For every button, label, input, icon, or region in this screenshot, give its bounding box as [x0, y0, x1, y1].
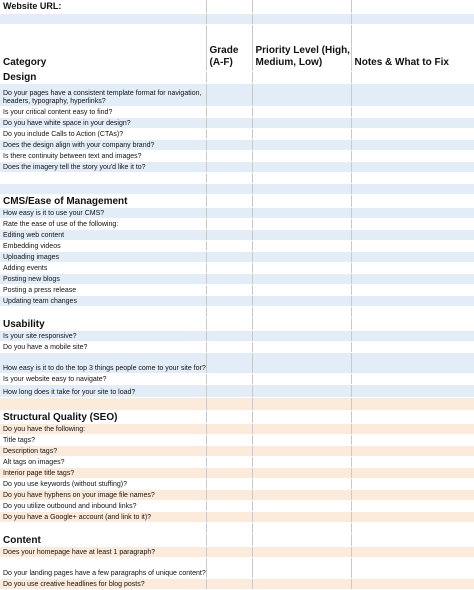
- priority-cell[interactable]: [252, 468, 351, 479]
- notes-cell[interactable]: [351, 353, 474, 374]
- question-label: Is your website easy to navigate?: [0, 374, 206, 385]
- priority-cell[interactable]: [252, 274, 351, 285]
- notes-cell[interactable]: [351, 230, 474, 241]
- priority-cell[interactable]: [252, 296, 351, 307]
- notes-cell[interactable]: [351, 547, 474, 558]
- spacer-row: [0, 14, 474, 25]
- table-row: [0, 241, 474, 252]
- notes-cell[interactable]: [351, 490, 474, 501]
- question-label: Do your pages have a consistent template format for navigation, headers, typography, hyperlinks?: [0, 84, 206, 107]
- question-label: Editing web content: [0, 230, 206, 241]
- priority-cell[interactable]: [252, 512, 351, 523]
- grade-cell[interactable]: [206, 118, 252, 129]
- grade-cell[interactable]: [206, 342, 252, 353]
- priority-cell[interactable]: [252, 252, 351, 263]
- question-label: Posting a press release: [0, 285, 206, 296]
- grade-cell[interactable]: [206, 547, 252, 558]
- table-row: [0, 296, 474, 307]
- notes-cell[interactable]: [351, 129, 474, 140]
- section-title: Design: [0, 72, 206, 84]
- table-row: [0, 353, 474, 374]
- priority-cell[interactable]: [252, 342, 351, 353]
- question-label: How easy is it to do the top 3 things people come to your site for?: [0, 353, 206, 374]
- question-label: Do you include Calls to Action (CTAs)?: [0, 129, 206, 140]
- section-header-row: [0, 534, 474, 547]
- notes-cell[interactable]: [351, 342, 474, 353]
- spacer-row: [0, 307, 474, 318]
- notes-cell[interactable]: [351, 118, 474, 129]
- question-label: Uploading images: [0, 252, 206, 263]
- table-row: [0, 479, 474, 490]
- priority-cell[interactable]: [252, 107, 351, 118]
- table-row: [0, 84, 474, 107]
- grade-cell[interactable]: [206, 512, 252, 523]
- table-row: [0, 263, 474, 274]
- grade-cell[interactable]: [206, 490, 252, 501]
- priority-cell[interactable]: [252, 241, 351, 252]
- website-url-cell[interactable]: [252, 0, 351, 14]
- grade-cell[interactable]: [206, 140, 252, 151]
- table-row: [0, 446, 474, 457]
- question-label: Alt tags on images?: [0, 457, 206, 468]
- table-row: [0, 219, 474, 230]
- question-label: Rate the ease of use of the following:: [0, 219, 206, 230]
- priority-cell[interactable]: [252, 479, 351, 490]
- question-label: Updating team changes: [0, 296, 206, 307]
- question-label: Interior page title tags?: [0, 468, 206, 479]
- priority-cell[interactable]: [252, 230, 351, 241]
- question-label: Does the design align with your company brand?: [0, 140, 206, 151]
- question-label: Do you have hyphens on your image file names?: [0, 490, 206, 501]
- grade-cell[interactable]: [206, 107, 252, 118]
- notes-cell[interactable]: [351, 285, 474, 296]
- spacer-row: [0, 523, 474, 534]
- grade-cell[interactable]: [206, 219, 252, 230]
- section-header-row: [0, 72, 474, 84]
- notes-cell[interactable]: [351, 331, 474, 342]
- grade-cell[interactable]: [206, 479, 252, 490]
- table-row: [0, 512, 474, 523]
- grade-cell[interactable]: [206, 468, 252, 479]
- notes-cell[interactable]: [351, 162, 474, 173]
- notes-cell[interactable]: [351, 274, 474, 285]
- question-label: Description tags?: [0, 446, 206, 457]
- question-label: Posting new blogs: [0, 274, 206, 285]
- table-row: [0, 501, 474, 512]
- website-url-cell[interactable]: [351, 0, 474, 14]
- question-label: Do you use creative headlines for blog posts?: [0, 579, 206, 590]
- table-row: [0, 385, 474, 398]
- notes-cell[interactable]: [351, 241, 474, 252]
- table-row: [0, 342, 474, 353]
- notes-cell[interactable]: [351, 252, 474, 263]
- notes-cell[interactable]: [351, 479, 474, 490]
- grade-cell[interactable]: [206, 558, 252, 579]
- question-label: Is your critical content easy to find?: [0, 107, 206, 118]
- table-row: [0, 435, 474, 446]
- question-label: Do you use keywords (without stuffing)?: [0, 479, 206, 490]
- grade-cell[interactable]: [206, 84, 252, 107]
- priority-cell[interactable]: [252, 547, 351, 558]
- grade-cell[interactable]: [206, 129, 252, 140]
- table-row: [0, 424, 474, 435]
- header-grade: Grade (A-F): [206, 25, 252, 72]
- grade-cell[interactable]: [206, 285, 252, 296]
- notes-cell[interactable]: [351, 84, 474, 107]
- question-label: Embedding videos: [0, 241, 206, 252]
- question-label: Do you have a Google+ account (and link to it)?: [0, 512, 206, 523]
- priority-cell[interactable]: [252, 151, 351, 162]
- priority-cell[interactable]: [252, 219, 351, 230]
- header-priority: Priority Level (High, Medium, Low): [252, 25, 351, 72]
- notes-cell[interactable]: [351, 140, 474, 151]
- section-header-row: [0, 411, 474, 424]
- question-label: Do you have the following:: [0, 424, 206, 435]
- grade-cell[interactable]: [206, 457, 252, 468]
- website-url-row: [0, 0, 474, 14]
- notes-cell[interactable]: [351, 219, 474, 230]
- priority-cell[interactable]: [252, 435, 351, 446]
- question-label: How long does it take for your site to load?: [0, 385, 206, 398]
- grade-cell[interactable]: [206, 151, 252, 162]
- spacer-row: [0, 184, 474, 195]
- table-row: [0, 230, 474, 241]
- notes-cell[interactable]: [351, 579, 474, 590]
- notes-cell[interactable]: [351, 374, 474, 385]
- priority-cell[interactable]: [252, 331, 351, 342]
- notes-cell[interactable]: [351, 296, 474, 307]
- table-row: [0, 579, 474, 590]
- table-row: [0, 107, 474, 118]
- table-row: [0, 140, 474, 151]
- notes-cell[interactable]: [351, 151, 474, 162]
- notes-cell[interactable]: [351, 468, 474, 479]
- priority-cell[interactable]: [252, 353, 351, 374]
- table-row: [0, 468, 474, 479]
- question-label: Does the imagery tell the story you'd like it to?: [0, 162, 206, 173]
- notes-cell[interactable]: [351, 457, 474, 468]
- question-label: Adding events: [0, 263, 206, 274]
- notes-cell[interactable]: [351, 385, 474, 398]
- question-label: Do you have white space in your design?: [0, 118, 206, 129]
- table-row: [0, 285, 474, 296]
- priority-cell[interactable]: [252, 285, 351, 296]
- question-label: How easy is it to use your CMS?: [0, 208, 206, 219]
- grade-cell[interactable]: [206, 374, 252, 385]
- section-header-row: [0, 318, 474, 331]
- section-title: CMS/Ease of Management: [0, 195, 206, 208]
- priority-cell[interactable]: [252, 579, 351, 590]
- priority-cell[interactable]: [252, 558, 351, 579]
- website-url-label: Website URL:: [0, 0, 206, 14]
- priority-cell[interactable]: [252, 446, 351, 457]
- section-header-row: [0, 195, 474, 208]
- notes-cell[interactable]: [351, 424, 474, 435]
- grade-cell[interactable]: [206, 501, 252, 512]
- grade-cell[interactable]: [206, 274, 252, 285]
- priority-cell[interactable]: [252, 118, 351, 129]
- grade-cell[interactable]: [206, 353, 252, 374]
- grade-cell[interactable]: [206, 263, 252, 274]
- priority-cell[interactable]: [252, 374, 351, 385]
- priority-cell[interactable]: [252, 129, 351, 140]
- header-notes: Notes & What to Fix: [351, 25, 474, 72]
- spacer-row: [0, 173, 474, 184]
- priority-cell[interactable]: [252, 84, 351, 107]
- priority-cell[interactable]: [252, 385, 351, 398]
- question-label: Title tags?: [0, 435, 206, 446]
- website-url-cell[interactable]: [206, 0, 252, 14]
- table-row: [0, 274, 474, 285]
- table-row: [0, 558, 474, 579]
- section-title: Usability: [0, 318, 206, 331]
- question-label: Do you have a mobile site?: [0, 342, 206, 353]
- grade-cell[interactable]: [206, 230, 252, 241]
- grade-cell[interactable]: [206, 296, 252, 307]
- notes-cell[interactable]: [351, 558, 474, 579]
- spacer-row: [0, 398, 474, 411]
- grade-cell[interactable]: [206, 208, 252, 219]
- table-row: [0, 252, 474, 263]
- notes-cell[interactable]: [351, 446, 474, 457]
- table-row: [0, 547, 474, 558]
- priority-cell[interactable]: [252, 424, 351, 435]
- priority-cell[interactable]: [252, 140, 351, 151]
- question-label: Do your landing pages have a few paragraphs of unique content?: [0, 558, 206, 579]
- question-label: Is your site responsive?: [0, 331, 206, 342]
- table-row: [0, 490, 474, 501]
- table-row: [0, 374, 474, 385]
- grade-cell[interactable]: [206, 252, 252, 263]
- question-label: Does your homepage have at least 1 paragraph?: [0, 547, 206, 558]
- notes-cell[interactable]: [351, 107, 474, 118]
- table-row: [0, 129, 474, 140]
- section-title: Content: [0, 534, 206, 547]
- question-label: Is there continuity between text and images?: [0, 151, 206, 162]
- priority-cell[interactable]: [252, 263, 351, 274]
- table-row: [0, 162, 474, 173]
- grade-cell[interactable]: [206, 435, 252, 446]
- grade-cell[interactable]: [206, 162, 252, 173]
- grade-cell[interactable]: [206, 579, 252, 590]
- grade-cell[interactable]: [206, 241, 252, 252]
- notes-cell[interactable]: [351, 263, 474, 274]
- priority-cell[interactable]: [252, 490, 351, 501]
- table-row: [0, 151, 474, 162]
- table-row: [0, 457, 474, 468]
- table-row: [0, 208, 474, 219]
- grade-cell[interactable]: [206, 424, 252, 435]
- notes-cell[interactable]: [351, 512, 474, 523]
- table-row: [0, 331, 474, 342]
- notes-cell[interactable]: [351, 208, 474, 219]
- grade-cell[interactable]: [206, 331, 252, 342]
- notes-cell[interactable]: [351, 435, 474, 446]
- priority-cell[interactable]: [252, 162, 351, 173]
- header-row: [0, 25, 474, 72]
- section-title: Structural Quality (SEO): [0, 411, 206, 424]
- header-category: Category: [0, 25, 206, 72]
- priority-cell[interactable]: [252, 501, 351, 512]
- table-row: [0, 118, 474, 129]
- grade-cell[interactable]: [206, 385, 252, 398]
- priority-cell[interactable]: [252, 208, 351, 219]
- notes-cell[interactable]: [351, 501, 474, 512]
- grade-cell[interactable]: [206, 446, 252, 457]
- question-label: Do you utilize outbound and inbound links?: [0, 501, 206, 512]
- priority-cell[interactable]: [252, 457, 351, 468]
